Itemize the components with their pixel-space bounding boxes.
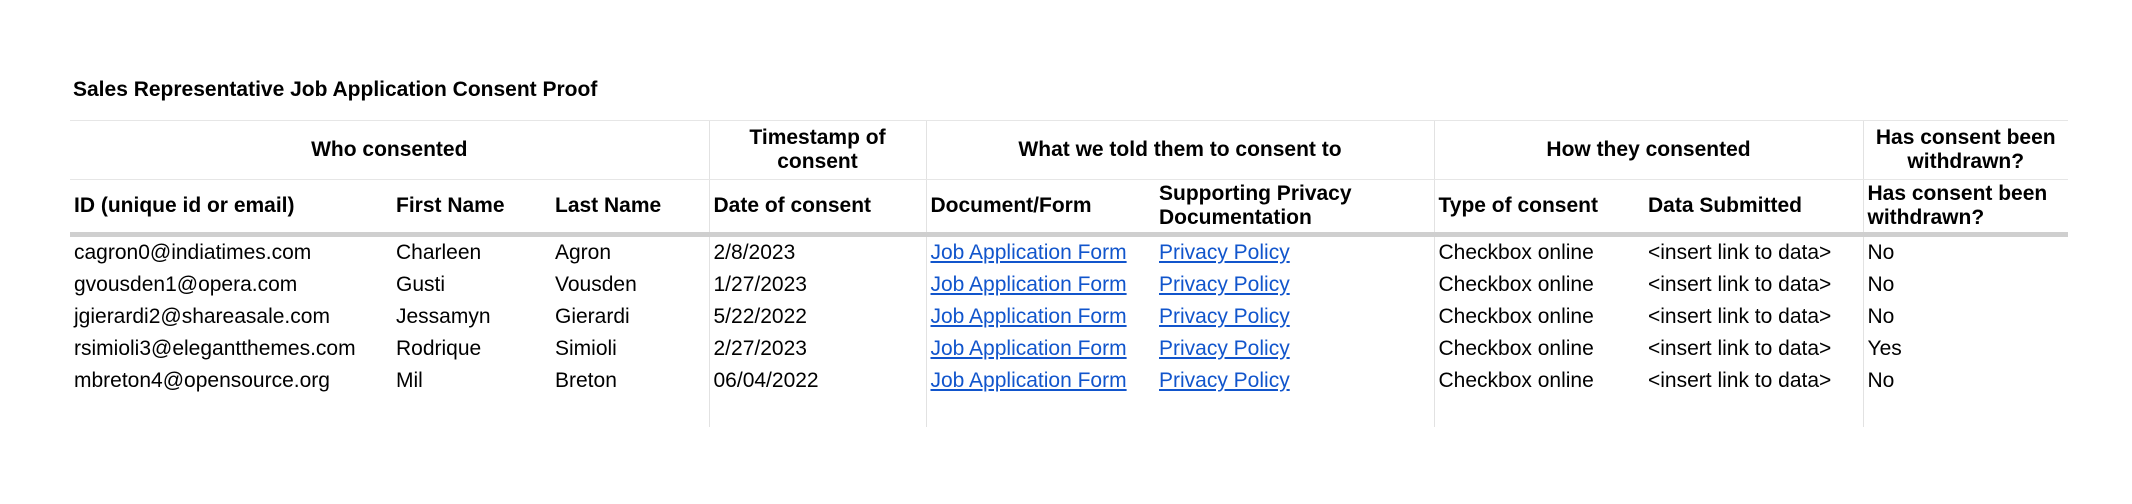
col-header-withdrawn: Has consent been withdrawn?	[1863, 180, 2068, 235]
cell-document	[926, 301, 1155, 333]
cell-withdrawn: No	[1863, 365, 2068, 397]
cell-id: jgierardi2@shareasale.com	[74, 305, 330, 328]
sheet-title: Sales Representative Job Application Consent Proof	[73, 78, 598, 101]
privacy-policy-link[interactable]: Privacy Policy	[1159, 273, 1290, 296]
cell-privacy	[1155, 235, 1434, 270]
job-application-form-link[interactable]: Job Application Form	[930, 241, 1127, 264]
cell-privacy	[1155, 269, 1434, 301]
col-header-consent-type: Type of consent	[1434, 180, 1644, 235]
job-application-form-link[interactable]: Job Application Form	[930, 273, 1127, 296]
col-header-last-name: Last Name	[551, 180, 709, 235]
cell-document	[926, 333, 1155, 365]
cell-withdrawn: No	[1863, 235, 2068, 270]
col-header-id: ID (unique id or email)	[70, 180, 392, 235]
privacy-policy-link[interactable]: Privacy Policy	[1159, 305, 1290, 328]
cell-first-name: Gusti	[396, 273, 446, 296]
table-row	[70, 269, 2068, 301]
cell-document	[926, 365, 1155, 397]
table-row	[70, 235, 2068, 270]
column-header-row	[70, 180, 2068, 235]
col-header-date: Date of consent	[709, 180, 926, 235]
cell-last-name: Agron	[555, 241, 612, 264]
cell-withdrawn: No	[1863, 269, 2068, 301]
group-header-row	[70, 121, 2068, 180]
cell-consent-type: Checkbox online	[1434, 269, 1644, 301]
cell-consent-type: Checkbox online	[1434, 333, 1644, 365]
col-header-data-submitted: Data Submitted	[1644, 180, 1863, 235]
cell-first-name: Rodrique	[396, 337, 482, 360]
cell-date: 1/27/2023	[709, 269, 926, 301]
job-application-form-link[interactable]: Job Application Form	[930, 369, 1127, 392]
cell-last-name: Gierardi	[555, 305, 630, 328]
consent-table	[70, 120, 2068, 427]
cell-withdrawn: Yes	[1863, 333, 2068, 365]
cell-date: 2/8/2023	[709, 235, 926, 270]
cell-first-name: Jessamyn	[396, 305, 491, 328]
job-application-form-link[interactable]: Job Application Form	[930, 337, 1127, 360]
cell-data-submitted: <insert link to data>	[1648, 305, 1832, 328]
cell-data-submitted: <insert link to data>	[1648, 369, 1832, 392]
cell-id: gvousden1@opera.com	[74, 273, 298, 296]
cell-first-name: Charleen	[396, 241, 482, 264]
cell-data-submitted: <insert link to data>	[1648, 337, 1832, 360]
cell-data-submitted: <insert link to data>	[1648, 241, 1832, 264]
spacer-row	[70, 397, 2068, 427]
col-header-first-name: First Name	[392, 180, 551, 235]
cell-last-name: Simioli	[555, 337, 617, 360]
col-header-document: Document/Form	[926, 180, 1155, 235]
privacy-policy-link[interactable]: Privacy Policy	[1159, 369, 1290, 392]
table-row	[70, 365, 2068, 397]
privacy-policy-link[interactable]: Privacy Policy	[1159, 241, 1290, 264]
cell-date: 5/22/2022	[709, 301, 926, 333]
cell-id: rsimioli3@elegantthemes.com	[74, 337, 356, 360]
job-application-form-link[interactable]: Job Application Form	[930, 305, 1127, 328]
cell-id: mbreton4@opensource.org	[74, 369, 330, 392]
group-how-consented: How they consented	[1434, 121, 1863, 180]
cell-date: 06/04/2022	[709, 365, 926, 397]
group-timestamp: Timestamp of consent	[709, 121, 926, 180]
cell-consent-type: Checkbox online	[1434, 301, 1644, 333]
table-row	[70, 301, 2068, 333]
cell-withdrawn: No	[1863, 301, 2068, 333]
cell-privacy	[1155, 301, 1434, 333]
cell-last-name: Breton	[555, 369, 617, 392]
group-withdrawn: Has consent been withdrawn?	[1863, 121, 2068, 180]
cell-privacy	[1155, 365, 1434, 397]
cell-document	[926, 235, 1155, 270]
cell-date: 2/27/2023	[709, 333, 926, 365]
group-who-consented: Who consented	[70, 121, 709, 180]
table-row	[70, 333, 2068, 365]
cell-privacy	[1155, 333, 1434, 365]
cell-document	[926, 269, 1155, 301]
cell-data-submitted: <insert link to data>	[1648, 273, 1832, 296]
cell-id: cagron0@indiatimes.com	[74, 241, 312, 264]
col-header-privacy-doc: Supporting Privacy Documentation	[1155, 180, 1434, 235]
cell-consent-type: Checkbox online	[1434, 365, 1644, 397]
cell-consent-type: Checkbox online	[1434, 235, 1644, 270]
cell-first-name: Mil	[396, 369, 423, 392]
cell-last-name: Vousden	[555, 273, 637, 296]
group-what-consented: What we told them to consent to	[926, 121, 1434, 180]
privacy-policy-link[interactable]: Privacy Policy	[1159, 337, 1290, 360]
